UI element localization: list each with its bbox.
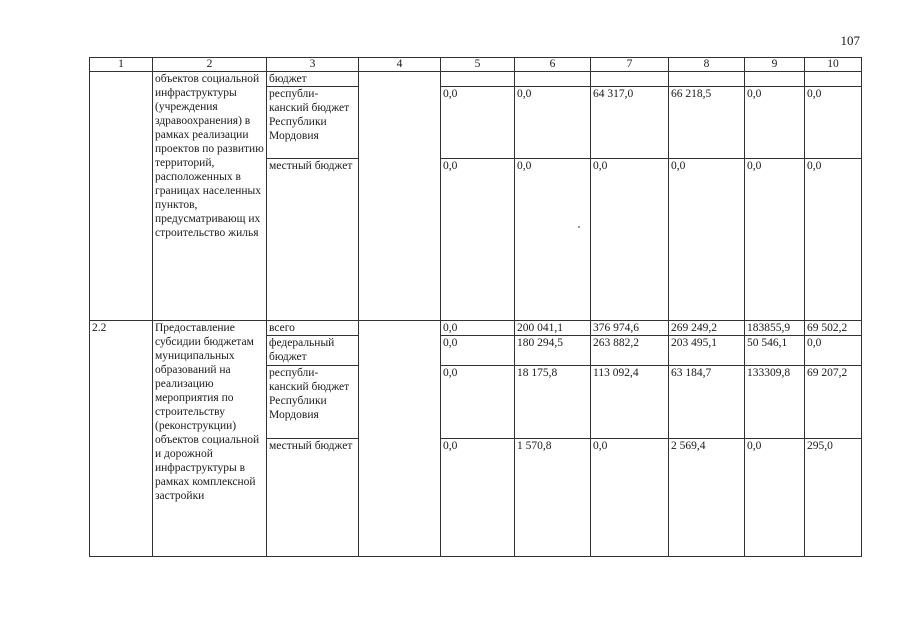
col-header-8: 8 (669, 58, 745, 72)
funding-source: федеральный бюджет (267, 336, 359, 366)
row-id: 2.2 (90, 321, 153, 557)
value-col10: 69 207,2 (805, 366, 862, 439)
value-col7: 263 882,2 (591, 336, 669, 366)
header-row (90, 58, 862, 72)
col-header-10: 10 (805, 58, 862, 72)
value-col6: 18 175,8 (515, 366, 591, 439)
budget-table (89, 57, 862, 557)
funding-source: республи-канский бюджет Республики Мордовия (267, 366, 359, 439)
value-col9: 183855,9 (745, 321, 805, 336)
value-col7: 113 092,4 (591, 366, 669, 439)
value-col9: 50 546,1 (745, 336, 805, 366)
value-col9: 0,0 (745, 159, 805, 321)
funding-source: всего (267, 321, 359, 336)
funding-source: республи-канский бюджет Республики Мордовия (267, 87, 359, 159)
value-col9: 0,0 (745, 439, 805, 557)
value-col7 (591, 72, 669, 87)
value-col5: 0,0 (441, 439, 515, 557)
row-description: Предоставление субсидии бюджетам муниципальных образований на реализацию мероприятия по строительству (реконструкции) объектов социальной и дорожной инфраструктуры в рамках комплексной застройки (153, 321, 267, 557)
value-col10 (805, 72, 862, 87)
value-col6: 200 041,1 (515, 321, 591, 336)
col-header-4: 4 (359, 58, 441, 72)
value-col10: 0,0 (805, 336, 862, 366)
value-col5: 0,0 (441, 321, 515, 336)
value-col9: 0,0 (745, 87, 805, 159)
col-header-5: 5 (441, 58, 515, 72)
value-col8: 66 218,5 (669, 87, 745, 159)
value-col7: 0,0 (591, 439, 669, 557)
value-col8: 269 249,2 (669, 321, 745, 336)
funding-source: бюджет (267, 72, 359, 87)
table-row (90, 72, 862, 87)
value-col5: 0,0 (441, 87, 515, 159)
value-col7: 0,0 (591, 159, 669, 321)
col-header-2: 2 (153, 58, 267, 72)
value-col8 (669, 72, 745, 87)
funding-source: местный бюджет (267, 159, 359, 321)
value-col6: 0,0 (515, 159, 591, 321)
value-col6 (515, 72, 591, 87)
scan-speck (578, 226, 580, 228)
value-col8: 63 184,7 (669, 366, 745, 439)
col-header-1: 1 (90, 58, 153, 72)
col-header-3: 3 (267, 58, 359, 72)
col-header-6: 6 (515, 58, 591, 72)
value-col7: 64 317,0 (591, 87, 669, 159)
row-id (90, 72, 153, 321)
col4-cell (359, 72, 441, 321)
table-row (90, 321, 862, 336)
row-description: объектов социальной инфраструктуры (учреждения здравоохранения) в рамках реализации проектов по развитию территорий, расположенных в границах населенных пунктов, предусматривающ их строительство жилья (153, 72, 267, 321)
col-header-9: 9 (745, 58, 805, 72)
value-col8: 203 495,1 (669, 336, 745, 366)
value-col10: 0,0 (805, 159, 862, 321)
value-col5: 0,0 (441, 336, 515, 366)
value-col9 (745, 72, 805, 87)
value-col8: 0,0 (669, 159, 745, 321)
value-col6: 0,0 (515, 87, 591, 159)
value-col10: 69 502,2 (805, 321, 862, 336)
value-col5: 0,0 (441, 159, 515, 321)
value-col8: 2 569,4 (669, 439, 745, 557)
funding-source: местный бюджет (267, 439, 359, 557)
value-col6: 180 294,5 (515, 336, 591, 366)
col4-cell (359, 321, 441, 557)
value-col7: 376 974,6 (591, 321, 669, 336)
value-col10: 0,0 (805, 87, 862, 159)
value-col10: 295,0 (805, 439, 862, 557)
value-col5 (441, 72, 515, 87)
page-number: 107 (840, 33, 860, 48)
value-col9: 133309,8 (745, 366, 805, 439)
value-col6: 1 570,8 (515, 439, 591, 557)
col-header-7: 7 (591, 58, 669, 72)
value-col5: 0,0 (441, 366, 515, 439)
